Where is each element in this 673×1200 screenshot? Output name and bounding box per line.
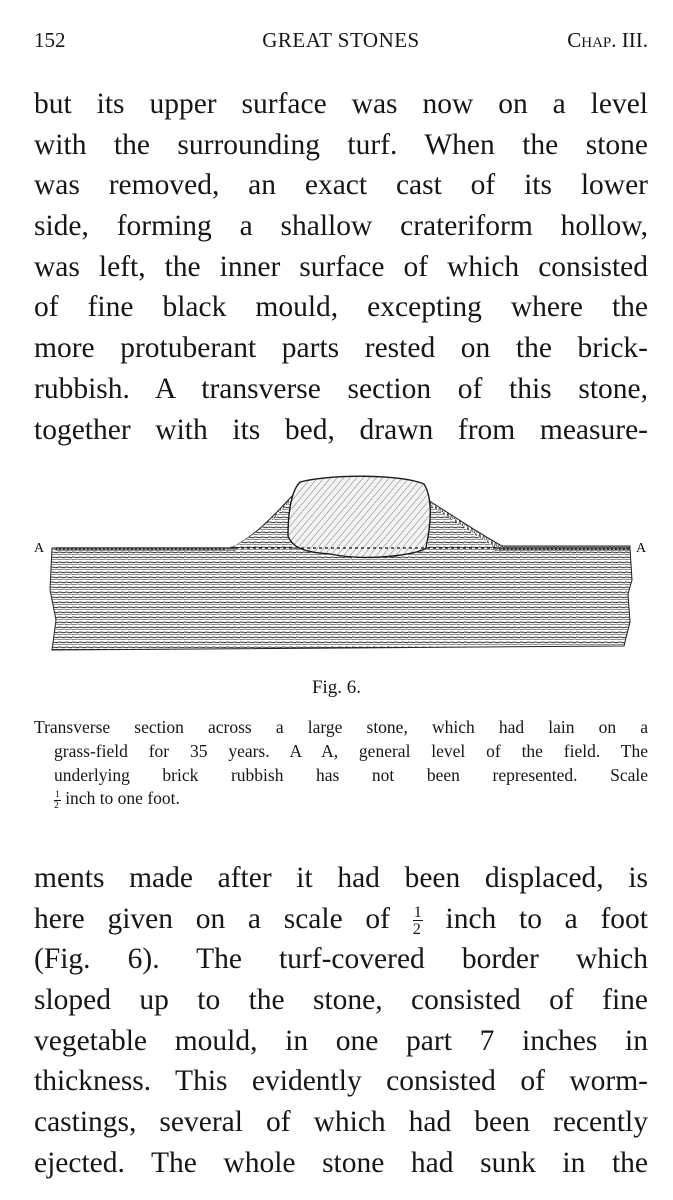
stone-section-drawing [30,470,670,666]
figure-6-illustration [30,470,670,666]
text-line: of fine black mould, excepting where the [34,291,648,324]
soil-layer [50,548,632,650]
text-line: more protuberant parts rested on the brick- [34,332,648,365]
caption-line: Transverse section across a large stone, which had lain on a [34,717,648,737]
fraction [413,904,423,937]
caption-line [34,787,648,811]
fraction [54,790,61,810]
text-line: together with its bed, drawn from measure- [34,413,648,446]
fraction-denominator: 2 [412,920,421,939]
marker-left-a: A [34,541,45,556]
text-line: side, forming a shallow crateriform hollow, [34,210,648,243]
text-line: rubbish. A transverse section of this stone, [34,372,648,405]
text-line: vegetable mould, in one part 7 inches in [34,1024,648,1057]
figure-label: Fig. 6. [311,677,362,698]
text-line: thickness. This evidently consisted of worm- [34,1065,648,1098]
fraction-numerator: 1 [55,789,60,801]
chapter-label: Chap. III. [567,28,648,52]
text-line: was left, the inner surface of which consisted [34,250,648,283]
paragraph-2 [34,858,648,1184]
marker-right-a: A [636,541,647,556]
text-fragment: here given on a scale of [34,902,413,935]
text-line: castings, several of which had been recently [34,1106,648,1139]
fraction-denominator: 2 [54,799,59,811]
text-line: with the surrounding turf. When the stone [34,128,648,161]
caption-line-rest: inch to one foot. [60,788,180,809]
text-line: but its upper surface was now on a level [34,88,648,120]
stone [288,476,430,557]
paragraph-1 [34,84,648,450]
text-line: ments made after it had been displaced, is [34,862,648,894]
text-line: ejected. The whole stone had sunk in the [34,1146,648,1179]
text-fragment: inch to a foot [422,902,648,935]
figure-caption [34,716,648,811]
text-line: was removed, an exact cast of its lower [34,169,648,202]
text-line [34,899,648,940]
text-line: (Fig. 6). The turf-covered border which [34,943,648,976]
page-header [34,26,648,58]
caption-line: grass-field for 35 years. A A, general level of the field. The [54,740,648,761]
running-title: GREAT STONES [262,28,420,52]
caption-line: underlying brick rubbish has not been represented. Scale [54,764,648,785]
fraction-numerator: 1 [413,903,422,922]
page-number: 152 [34,28,66,52]
text-line: sloped up to the stone, consisted of fine [34,984,648,1017]
